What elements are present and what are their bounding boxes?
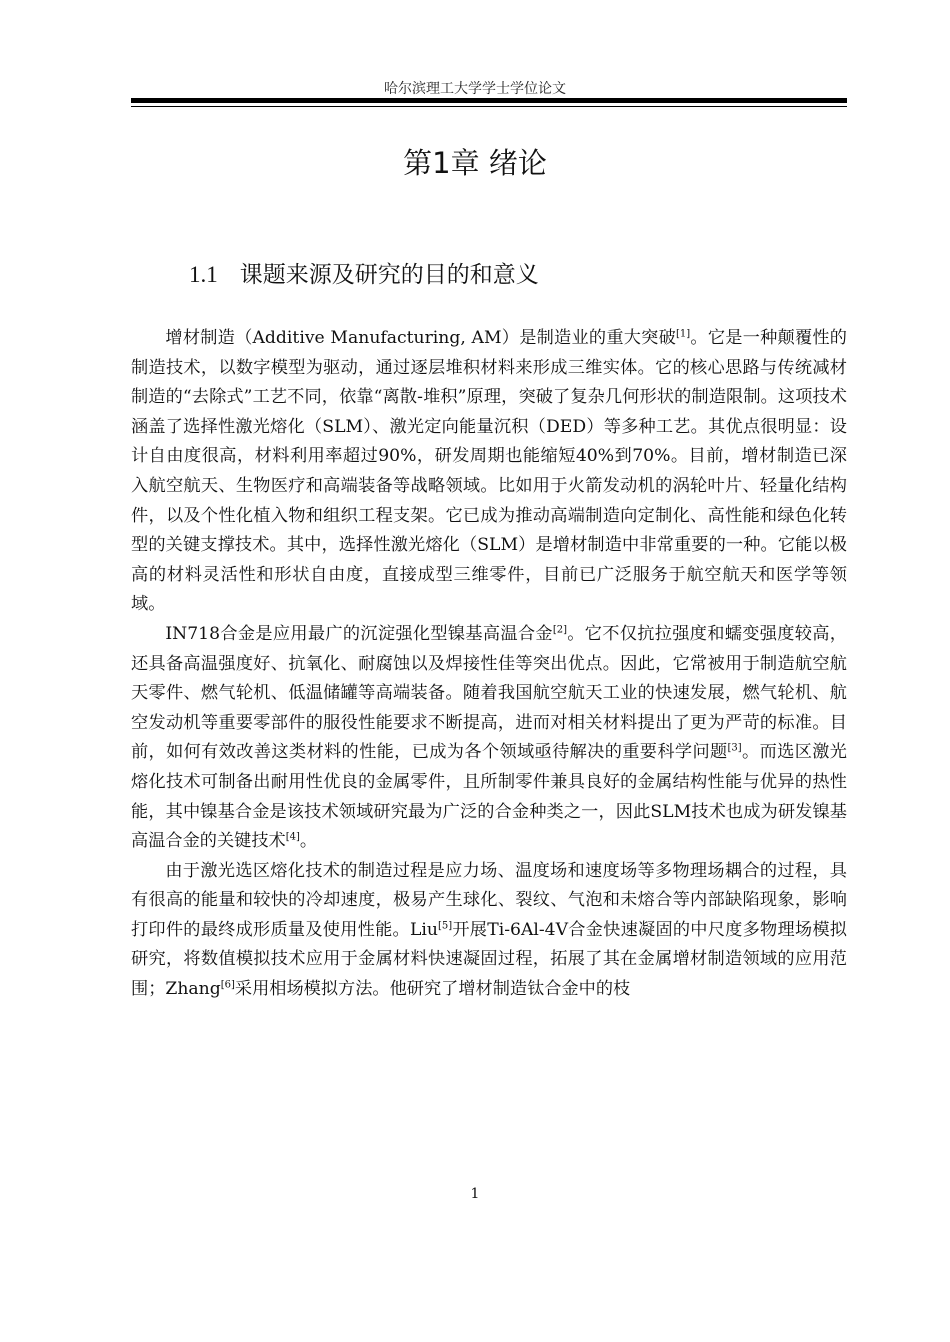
text-run: 。它不仅抗拉强度和蠕变强度较高，还具备高温强度好、抗氧化、耐腐蚀以及焊接性佳等突出优点。因此，它常被用于制造航空航天零件、燃气轮机、低温储罐等高端装备。随着我国航空航天工业的快速发展，燃气轮机、航空发动机等重要零部件的服役性能要求不断提高，进而对相关材料提出了更为严苛的标准。目前，如何有效改善这类材料的性能，已成为各个领域亟待解决的重要科学问题: [131, 623, 847, 763]
citation-ref: [6]: [220, 979, 235, 991]
text-run: 。它是一种颠覆性的制造技术，以数字模型为驱动，通过逐层堆积材料来形成三维实体。它的核心思路与传统减材制造的“去除式”工艺不同，依靠“离散-堆积”原理，突破了复杂几何形状的制造限制。这项技术涵盖了选择性激光熔化（SLM）、激光定向能量沉积（DED）等多种工艺。其优点很明显：设计自由度很高，材料利用率超过90%，研发周期也能缩短40%到70%。目前，增材制造已深入航空航天、生物医疗和高端装备等战略领域。比如用于火箭发动机的涡轮叶片、轻量化结构件，以及个性化植入物和组织工程支架。它已成为推动高端制造向定制化、高性能和绿色化转型的关键支撑技术。其中，选择性激光熔化（SLM）是增材制造中非常重要的一种。它能以极高的材料灵活性和形状自由度，直接成型三维零件，目前已广泛服务于航空航天和医学等领域。: [131, 328, 847, 615]
text-run: IN718合金是应用最广的沉淀强化型镍基高温合金: [165, 623, 553, 644]
citation-ref: [2]: [552, 624, 567, 636]
paragraph-3: [131, 857, 847, 1005]
header-rule-thin: [131, 106, 847, 107]
citation-ref: [1]: [676, 328, 691, 340]
text-run: 。而选区激光熔化技术可制备出耐用性优良的金属零件，且所制零件兼具良好的金属结构性能与优异的热性能，其中镍基合金是该技术领域研究最为广泛的合金种类之一，因此SLM技术也成为研发镍基高温合金的关键技术: [131, 742, 847, 852]
text-run: 增材制造（Additive Manufacturing, AM）是制造业的重大突破: [165, 328, 677, 348]
citation-ref: [4]: [285, 831, 300, 843]
header-rule-thick: [131, 98, 847, 103]
text-run: 由于激光选区熔化技术的制造过程是应力场、温度场和速度场等多物理场耦合的过程，具有很高的能量和较快的冷却速度，极易产生球化、裂纹、气泡和未熔合等内部缺陷现象，影响打印件的最终成形质量及使用性能。Liu: [131, 860, 847, 940]
text-run: 开展Ti-6Al-4V合金快速凝固的中尺度多物理场模拟研究，将数值模拟技术应用于金属材料快速凝固过程，拓展了其在金属增材制造领域的应用范围；Zhang: [131, 919, 847, 1000]
citation-ref: [3]: [727, 742, 742, 754]
page-number: 1: [470, 1186, 480, 1202]
running-header: 哈尔滨理工大学学士学位论文: [384, 81, 566, 97]
text-run: 采用相场模拟方法。他研究了增材制造钛合金中的枝: [234, 979, 631, 1000]
text-run: 。: [299, 831, 318, 852]
citation-ref: [5]: [437, 920, 453, 932]
paragraph-1: [131, 324, 847, 620]
paragraph-2: [131, 620, 847, 857]
chapter-title: 第1章 绪论: [403, 146, 547, 180]
section-number: 1.1: [189, 262, 218, 287]
section-heading: [189, 256, 539, 289]
body-text: [131, 324, 847, 1005]
section-title: 课题来源及研究的目的和意义: [239, 262, 539, 288]
